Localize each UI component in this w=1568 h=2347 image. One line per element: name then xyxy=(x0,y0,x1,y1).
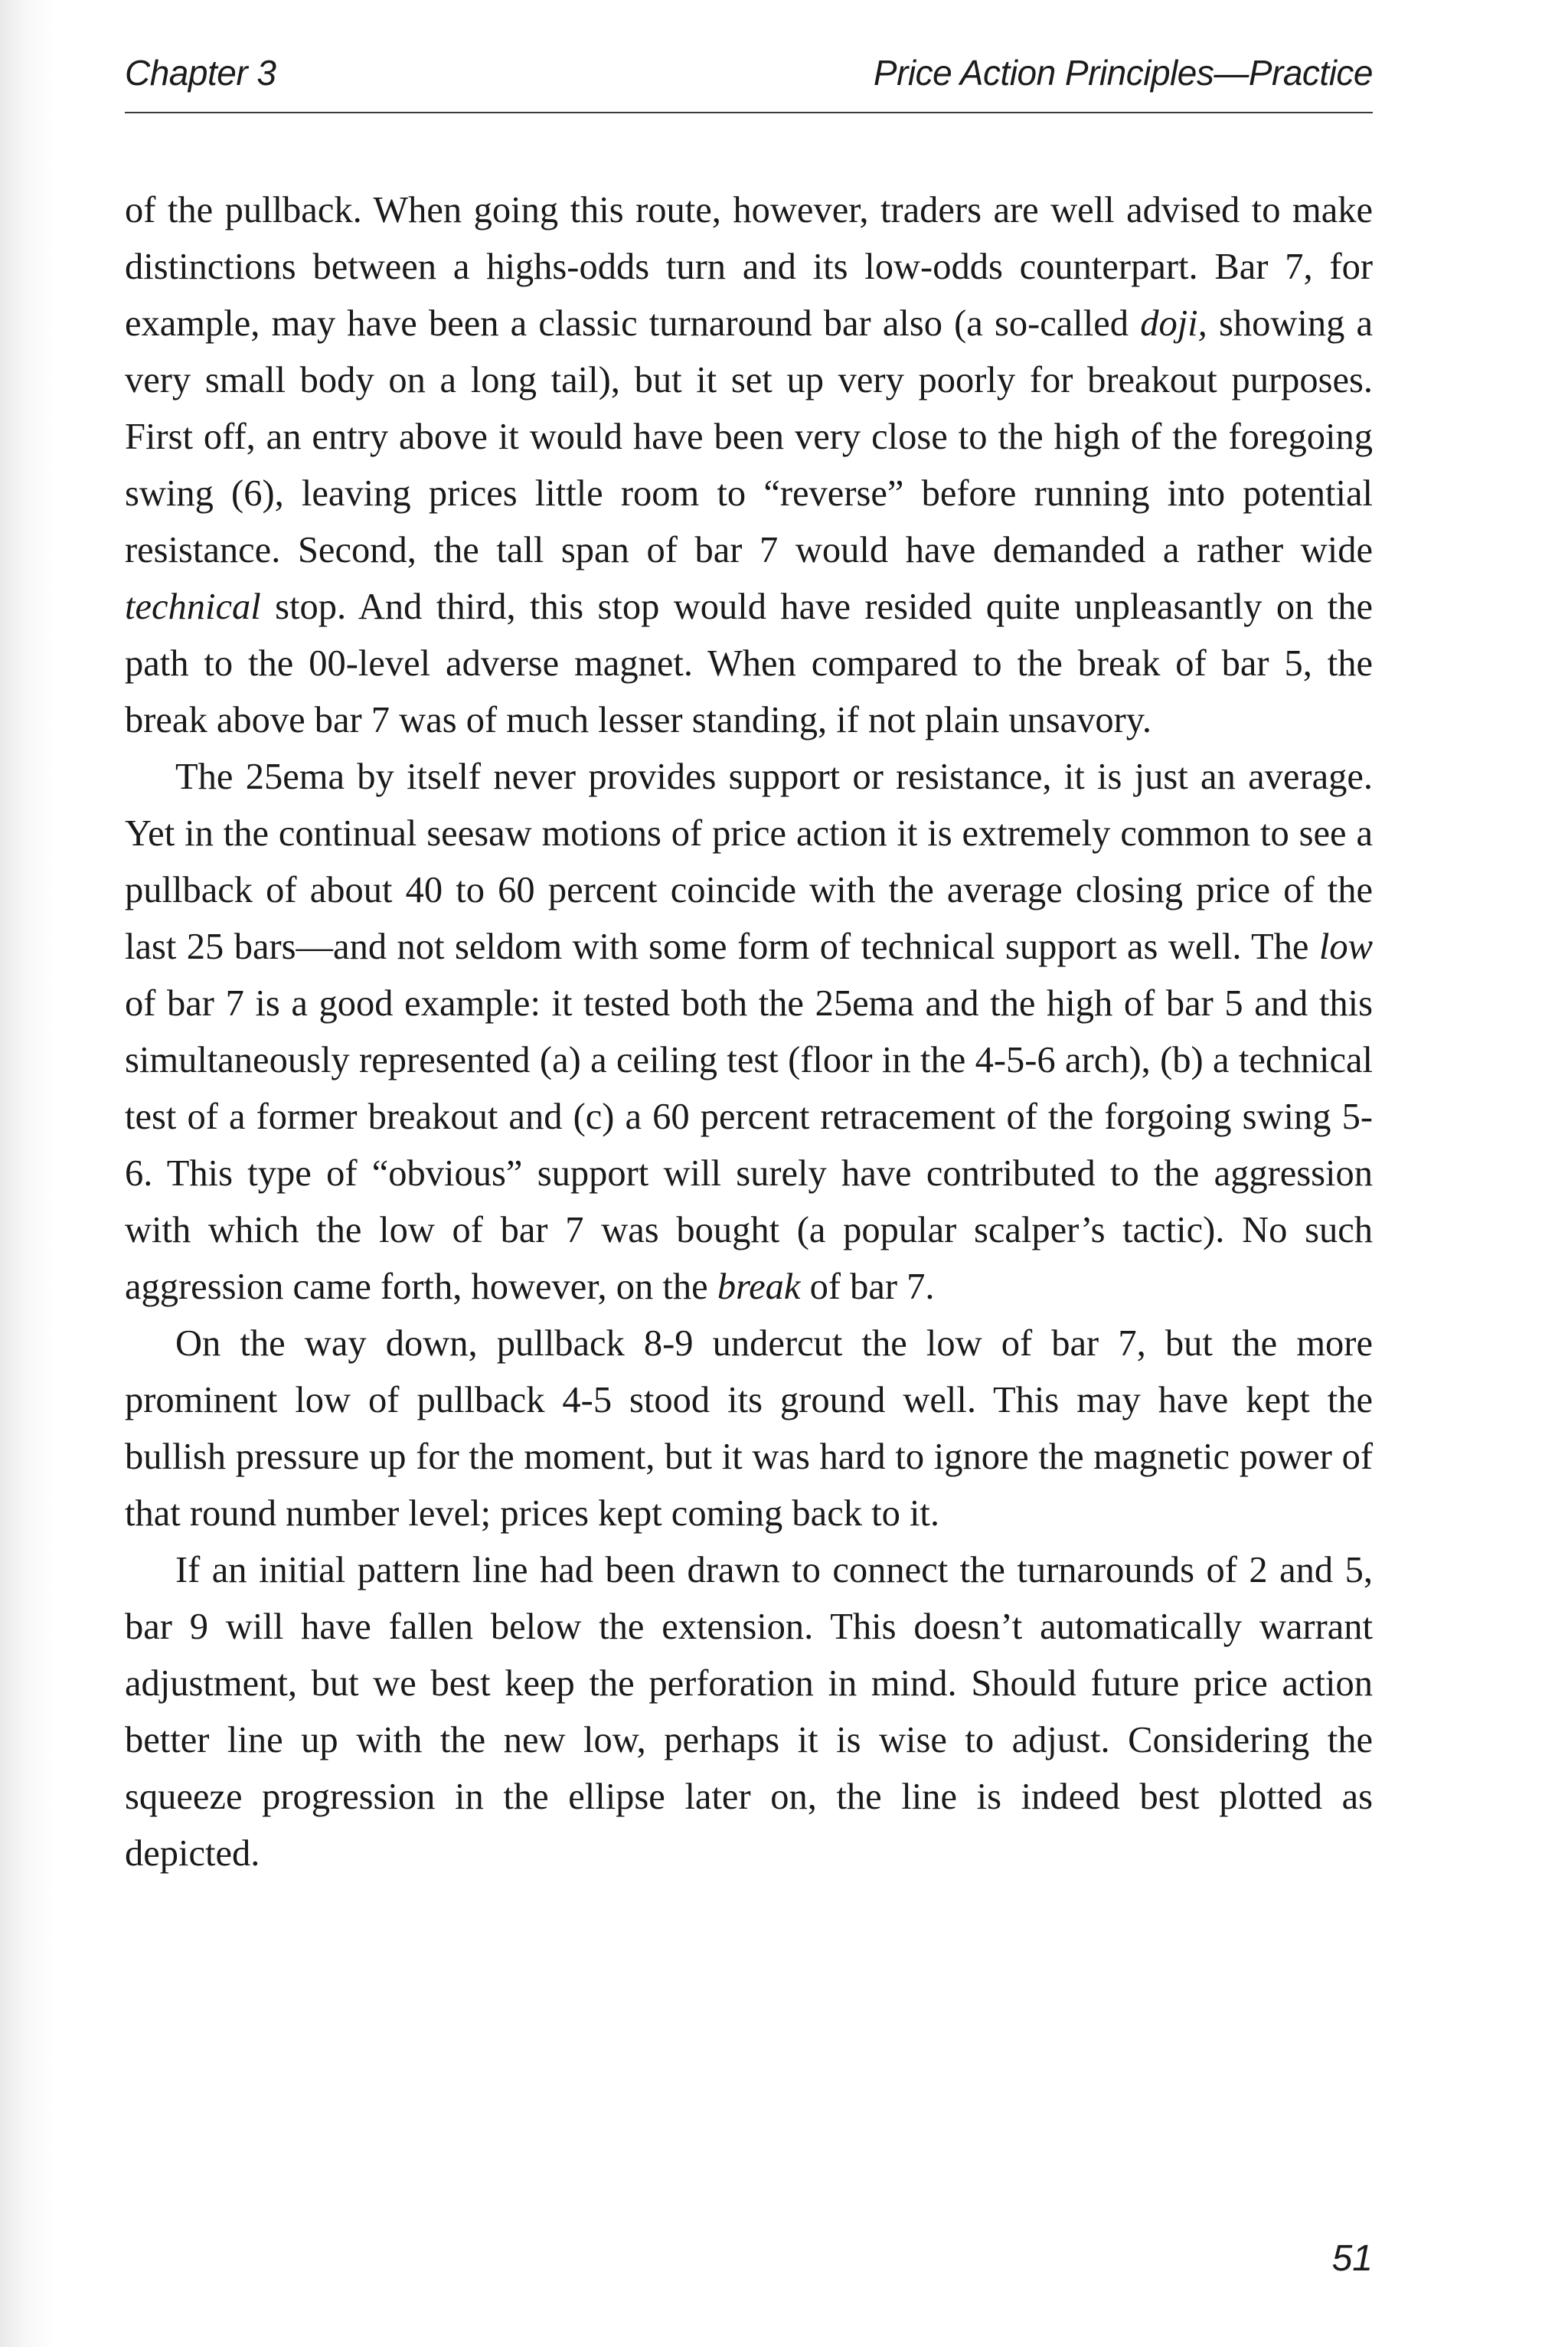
header-divider xyxy=(125,112,1373,113)
paragraph-1 xyxy=(125,182,1373,749)
emphasis: doji, xyxy=(1140,303,1207,344)
paragraph-3 xyxy=(125,1316,1373,1542)
emphasis: technical xyxy=(125,587,261,627)
text-span: of bar 7 is a good example: it tested both the 25ema and the high of bar 5 and this simultaneously represented (a) a ceiling test (floor in the 4-5-6 arch), (b) a technical test of a former breakout and (c) a 60 percent retracement of the forgoing swing 5-6. This type of “obvious” support will surely have contributed to the aggression with which the low of bar 7 was bought (a popular scalper’s tactic). No such aggression came forth, however, on the xyxy=(125,983,1373,1307)
paragraph-4 xyxy=(125,1542,1373,1882)
paragraph-2 xyxy=(125,749,1373,1316)
text-span: The 25ema by itself never provides support or resistance, it is just an average. Yet in the continual seesaw motions of price action it is extremely common to see a pullback of about 40 to 60 percent coincide with the average closing price of the last 25 bars—and not seldom with some form of technical support as well. The xyxy=(125,757,1373,967)
running-header xyxy=(125,52,1373,106)
text-span: of bar 7. xyxy=(800,1267,935,1307)
text-span: showing a very small body on a long tail), but it set up very poorly for breakout purposes. First off, an entry above it would have been very close to the high of the foregoing swing (6), leaving prices little room to “reverse” before running into potential resistance. Second, the tall span of bar 7 would have demanded a rather wide xyxy=(125,303,1374,570)
body-text xyxy=(125,182,1373,1882)
emphasis: low xyxy=(1318,927,1373,967)
text-span: of the pullback. When going this route, however, traders are well advised to make distinctions between a highs-odds turn and its low-odds counterpart. Bar 7, for example, may have been a classic turnaround bar also (a so-called xyxy=(125,190,1373,344)
chapter-label: Chapter 3 xyxy=(125,53,276,93)
text-span: On the way down, pullback 8-9 undercut the low of bar 7, but the more prominent low of pullback 4-5 stood its ground well. This may have kept the bullish pressure up for the moment, but it was hard to ignore the magnetic power of that round number level; prices kept coming back to it. xyxy=(125,1323,1373,1534)
page-number: 51 xyxy=(1331,2238,1373,2279)
text-span: If an initial pattern line had been drawn to connect the turnarounds of 2 and 5, bar 9 will have fallen below the extension. This doesn’t automatically warrant adjustment, but we best keep the perforation in mind. Should future price action better line up with the new low, perhaps it is wise to adjust. Considering the squeeze progression in the ellipse later on, the line is indeed best plotted as depicted. xyxy=(125,1550,1373,1874)
section-title: Price Action Principles—Practice xyxy=(873,53,1373,93)
emphasis: break xyxy=(717,1267,801,1307)
text-span: stop. And third, this stop would have resided quite unpleasantly on the path to the 00-level adverse magnet. When compared to the break of bar 5, the break above bar 7 was of much lesser standing, if not plain unsavory. xyxy=(125,587,1373,740)
